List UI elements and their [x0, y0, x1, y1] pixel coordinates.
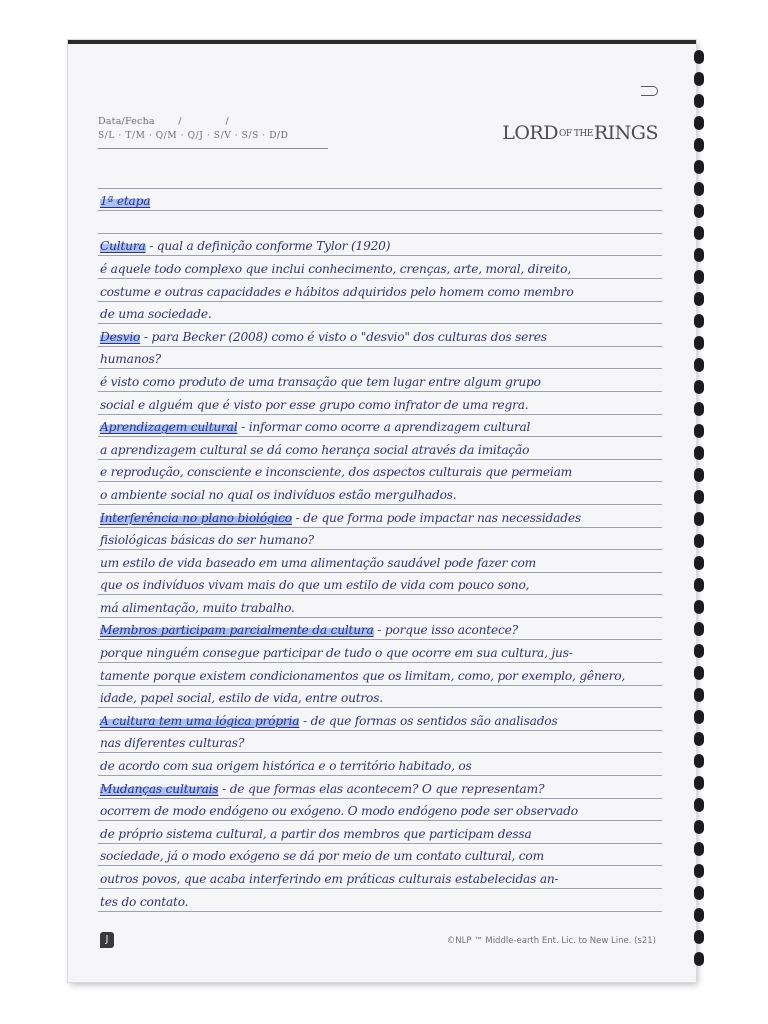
binding-ring	[694, 490, 704, 504]
binding-ring	[694, 952, 704, 966]
highlighted-heading: Mudanças culturais	[100, 781, 219, 796]
handwritten-text: e reprodução, consciente e inconsciente, dos aspectos culturais que permeiam	[100, 465, 572, 480]
binding-ring	[694, 688, 704, 702]
binding-ring	[694, 116, 704, 130]
highlighted-heading: Membros participam parcialmente da cultura	[100, 623, 374, 638]
binding-ring	[694, 864, 704, 878]
ruled-line	[98, 189, 662, 212]
spiral-binding	[694, 50, 708, 980]
ruled-line	[98, 753, 662, 776]
handwritten-text	[100, 194, 150, 208]
binding-ring	[694, 776, 704, 790]
date-row	[98, 116, 428, 129]
logo-word-lord: LORD	[502, 122, 558, 144]
handwritten-text: A cultura tem uma lógica própria - de que formas os sentidos são analisados	[100, 713, 558, 728]
binding-ring	[694, 336, 704, 350]
binding-ring	[694, 886, 704, 900]
ruled-line	[98, 505, 662, 528]
binding-ring	[694, 754, 704, 768]
binding-ring	[694, 72, 704, 86]
ruled-line	[98, 686, 662, 709]
ruled-line	[98, 211, 662, 234]
brand-mark-icon: J	[100, 932, 114, 948]
binding-ring	[694, 732, 704, 746]
date-separator: /	[225, 116, 229, 127]
binding-ring	[694, 644, 704, 658]
handwritten-text: ocorrem de modo endógeno ou exógeno. O modo endógeno pode ser observado	[100, 804, 578, 819]
binding-ring	[694, 292, 704, 306]
notebook-page	[68, 44, 696, 982]
binding-ring	[694, 248, 704, 262]
handwritten-text: a aprendizagem cultural se dá como herança social através da imitação	[100, 442, 530, 457]
binding-ring	[694, 666, 704, 680]
binding-ring	[694, 424, 704, 438]
page-header	[98, 116, 428, 141]
ruled-line	[98, 324, 662, 347]
ruled-line	[98, 821, 662, 844]
handwritten-text: Desvio - para Becker (2008) como é visto o "desvio" dos culturas dos seres	[100, 329, 547, 344]
binding-ring	[694, 710, 704, 724]
handwritten-text: de próprio sistema cultural, a partir dos membros que participam dessa	[100, 826, 532, 841]
handwritten-text: social e alguém que é visto por esse grupo como infrator de uma regra.	[100, 397, 529, 412]
ruled-line	[98, 437, 662, 460]
binding-ring	[694, 182, 704, 196]
binding-ring	[694, 534, 704, 548]
handwritten-text: o ambiente social no qual os indivíduos estão mergulhados.	[100, 487, 457, 502]
handwritten-text: Mudanças culturais - de que formas elas acontecem? O que representam?	[100, 781, 545, 796]
ruled-line	[98, 347, 662, 370]
handwritten-text: porque ninguém consegue participar de tudo o que ocorre em sua cultura, jus-	[100, 646, 573, 661]
logo-word-of-the: OF THE	[558, 129, 593, 139]
copyright-text: ©NLP ™ Middle-earth Ent. Lic. to New Line. (s21)	[446, 936, 656, 946]
highlighted-heading: 1ª etapa	[100, 194, 151, 209]
binding-ring	[694, 402, 704, 416]
weekday-row: S/L · T/M · Q/M · Q/J · S/V · S/S · D/D	[98, 131, 289, 141]
handwritten-text: Membros participam parcialmente da cultura - porque isso acontece?	[100, 623, 518, 638]
ruled-line	[98, 844, 662, 867]
binding-ring	[694, 204, 704, 218]
highlighted-heading: A cultura tem uma lógica própria	[100, 713, 300, 728]
ruled-line	[98, 369, 662, 392]
binding-ring	[694, 446, 704, 460]
ruled-line	[98, 640, 662, 663]
ruled-line	[98, 392, 662, 415]
ruled-line	[98, 166, 662, 189]
handwritten-text: que os indivíduos vivam mais do que um estilo de vida com pouco sono,	[100, 578, 530, 593]
highlighted-heading: Desvio	[100, 329, 141, 344]
handwritten-text: nas diferentes culturas?	[100, 736, 245, 751]
binding-ring	[694, 380, 704, 394]
ruled-line	[98, 776, 662, 799]
binding-ring	[694, 842, 704, 856]
handwritten-text: outros povos, que acaba interferindo em práticas culturais estabelecidas an-	[100, 872, 559, 886]
date-underline	[98, 148, 328, 149]
notebook-frame	[68, 40, 696, 982]
binding-ring	[694, 578, 704, 592]
date-separator: /	[178, 116, 182, 127]
ruled-line	[98, 460, 662, 483]
handwritten-text: é aquele todo complexo que inclui conhecimento, crenças, arte, moral, direito,	[100, 261, 571, 276]
ruled-line	[98, 256, 662, 279]
ruled-line	[98, 528, 662, 551]
binding-ring	[694, 908, 704, 922]
handwritten-text: tes do contato.	[100, 894, 189, 909]
handwritten-text: tamente porque existem condicionamentos que os limitam, como, por exemplo, gênero,	[100, 668, 626, 683]
ruled-line	[98, 550, 662, 573]
binding-ring	[694, 930, 704, 944]
binding-ring	[694, 138, 704, 152]
date-label: Data/Fecha	[98, 116, 155, 127]
ruled-line	[98, 663, 662, 686]
handwritten-text: de uma sociedade.	[100, 307, 212, 322]
binding-ring	[694, 226, 704, 240]
handwritten-text: um estilo de vida baseado em uma alimentação saudável pode fazer com	[100, 555, 536, 570]
binding-ring	[694, 556, 704, 570]
binding-ring	[694, 314, 704, 328]
ruled-line	[98, 279, 662, 302]
handwritten-text: é visto como produto de uma transação que tem lugar entre algum grupo	[100, 374, 541, 389]
binding-ring	[694, 270, 704, 284]
ruled-line	[98, 302, 662, 325]
handwritten-text: sociedade, já o modo exógeno se dá por meio de um contato cultural, com	[100, 849, 544, 864]
ruled-line	[98, 618, 662, 641]
binding-ring	[694, 820, 704, 834]
highlighted-heading: Aprendizagem cultural	[100, 420, 238, 435]
binding-ring	[694, 622, 704, 636]
ruled-line	[98, 708, 662, 731]
ruled-line	[98, 482, 662, 505]
page-corner-icon	[641, 86, 658, 96]
binding-ring	[694, 160, 704, 174]
binding-ring	[694, 94, 704, 108]
ruled-line	[98, 731, 662, 754]
ruled-line	[98, 234, 662, 257]
handwritten-text: humanos?	[100, 352, 161, 367]
binding-ring	[694, 600, 704, 614]
ruled-line	[98, 799, 662, 822]
binding-ring	[694, 50, 704, 64]
binding-ring	[694, 798, 704, 812]
logo-word-rings: RINGS	[593, 122, 658, 144]
ruled-lines	[98, 166, 662, 912]
brand-logo	[502, 122, 658, 144]
highlighted-heading: Cultura	[100, 239, 146, 254]
ruled-line	[98, 573, 662, 596]
handwritten-text: de acordo com sua origem histórica e o território habitado, os	[100, 759, 472, 774]
handwritten-text: má alimentação, muito trabalho.	[100, 600, 295, 615]
handwritten-text: Aprendizagem cultural - informar como ocorre a aprendizagem cultural	[100, 420, 531, 435]
handwritten-text: costume e outras capacidades e hábitos adquiridos pelo homem como membro	[100, 284, 574, 299]
highlighted-heading: Interferência no plano biológico	[100, 510, 292, 525]
ruled-line	[98, 889, 662, 912]
ruled-line	[98, 415, 662, 438]
binding-ring	[694, 468, 704, 482]
handwritten-text: Interferência no plano biológico - de que forma pode impactar nas necessidades	[100, 510, 581, 525]
handwritten-text: idade, papel social, estilo de vida, entre outros.	[100, 691, 383, 706]
handwritten-text: Cultura - qual a definição conforme Tylor (1920)	[100, 239, 391, 254]
ruled-line	[98, 866, 662, 889]
handwritten-text: fisiológicas básicas do ser humano?	[100, 533, 314, 548]
binding-ring	[694, 512, 704, 526]
binding-ring	[694, 358, 704, 372]
ruled-line	[98, 595, 662, 618]
